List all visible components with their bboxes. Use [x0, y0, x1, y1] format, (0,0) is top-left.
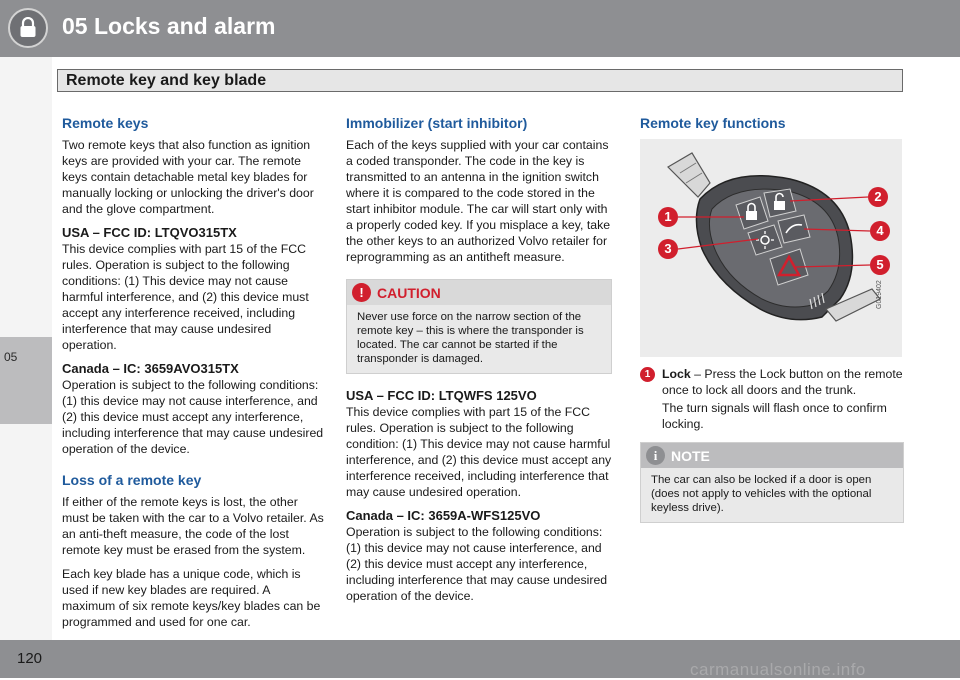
- info-icon: i: [646, 446, 665, 465]
- chapter-tab[interactable]: [0, 337, 52, 424]
- heading-usa-fcc-2: USA – FCC ID: LTQWFS 125VO: [346, 388, 537, 403]
- note-text: The car can also be locked if a door is open (does not apply to vehicles with the optional keyless drive).: [651, 474, 872, 514]
- caution-text: Never use force on the narrow section of the remote key – this is where the transponder is located. The car cannot be started if the transponder is damaged.: [357, 311, 584, 365]
- item-number-badge: 1: [640, 367, 655, 382]
- remote-key-illustration: [640, 139, 902, 357]
- callout-3: 3: [664, 241, 672, 256]
- note-header: [641, 443, 903, 468]
- rail-strip-bottom: [0, 424, 52, 640]
- caution-box: [346, 279, 612, 374]
- chapter-tab-label: 05: [4, 350, 18, 364]
- item-description-2: The turn signals will flash once to confirm locking.: [662, 401, 887, 431]
- caution-header: [347, 280, 611, 305]
- paragraph-remote-keys: Two remote keys that also function as ignition keys are provided with your car. The remote keys contain detachable metal key blades for manually locking or unlocking the driver's door and the glove compartment.: [62, 138, 314, 216]
- page-number: 120: [17, 650, 43, 667]
- chapter-title: 05 Locks and alarm: [62, 13, 276, 39]
- heading-usa-fcc: USA – FCC ID: LTQVO315TX: [62, 225, 237, 240]
- paragraph-immobilizer: Each of the keys supplied with your car contains a coded transponder. The code in the key is transmitted to an antenna in the ignition switch where it is compared to the code stored in the start inhibitor module. The car will start only with a properly coded key. If you misplace a key, take the other keys to an authorized Volvo retailer for reprogramming as an antitheft measure.: [346, 138, 611, 264]
- note-label: NOTE: [671, 448, 710, 464]
- caution-label: CAUTION: [377, 285, 441, 301]
- column-left: [62, 114, 324, 638]
- callout-4: 4: [876, 223, 884, 238]
- paragraph-usa-fcc-2: This device complies with part 15 of the FCC rules. Operation is subject to the following condition: (1) This device may not cause harmful interference, and (2) this device must accept any interference received, including interference that may cause undesired operation.: [346, 405, 612, 499]
- heading-canada-ic: Canada – IC: 3659AVO315TX: [62, 361, 239, 376]
- function-item-1: [640, 366, 904, 432]
- chapter-header: [0, 0, 960, 57]
- paragraph-canada-ic-2: Operation is subject to the following conditions: (1) this device may not cause interference, and (2) this device must accept any interference, including interference that may cause undesired operation of the device.: [346, 525, 608, 603]
- heading-immobilizer: Immobilizer (start inhibitor): [346, 115, 528, 131]
- section-title-bar: [57, 69, 903, 92]
- paragraph-usa-fcc: This device complies with part 15 of the FCC rules. Operation is subject to the following conditions: (1) This device may not cause harmful interference, and (2) this device must accept any interference received, including interference that may cause undesired operation.: [62, 242, 309, 352]
- section-title: Remote key and key blade: [66, 72, 267, 89]
- watermark-text: carmanualsonline.info: [690, 660, 866, 679]
- callout-5: 5: [876, 257, 884, 272]
- page-footer: [0, 640, 960, 678]
- padlock-icon: [8, 8, 48, 48]
- heading-loss: Loss of a remote key: [62, 472, 202, 488]
- rail-strip-top: [0, 57, 52, 337]
- paragraph-canada-ic: Operation is subject to the following conditions: (1) this device may not cause interference, and (2) this device must accept any interference, including interference that may cause undesired operation of the device.: [62, 378, 324, 456]
- heading-remote-functions: Remote key functions: [640, 115, 786, 131]
- column-middle: [346, 114, 612, 612]
- callout-1: 1: [664, 209, 672, 224]
- item-term: Lock: [662, 367, 691, 381]
- function-item-text: [662, 366, 904, 398]
- paragraph-loss-2: Each key blade has a unique code, which is used if new key blades are required. A maximum of six remote keys/key blades can be programmed and used for one car.: [62, 567, 321, 629]
- callout-2: 2: [874, 189, 882, 204]
- column-right: [640, 114, 904, 137]
- paragraph-loss-1: If either of the remote keys is lost, the other must be taken with the car to a Volvo retailer. As an anti-theft measure, the code of the lost remote key must be erased from the system.: [62, 495, 324, 557]
- note-box: [640, 442, 904, 523]
- item-description: – Press the Lock button on the remote once to lock all doors and the trunk.: [662, 367, 903, 397]
- heading-remote-keys: Remote keys: [62, 115, 149, 131]
- remote-key-drawing: [640, 139, 902, 357]
- image-code: G019402: [876, 280, 883, 309]
- heading-canada-ic-2: Canada – IC: 3659A-WFS125VO: [346, 508, 541, 523]
- warning-icon: !: [352, 283, 371, 302]
